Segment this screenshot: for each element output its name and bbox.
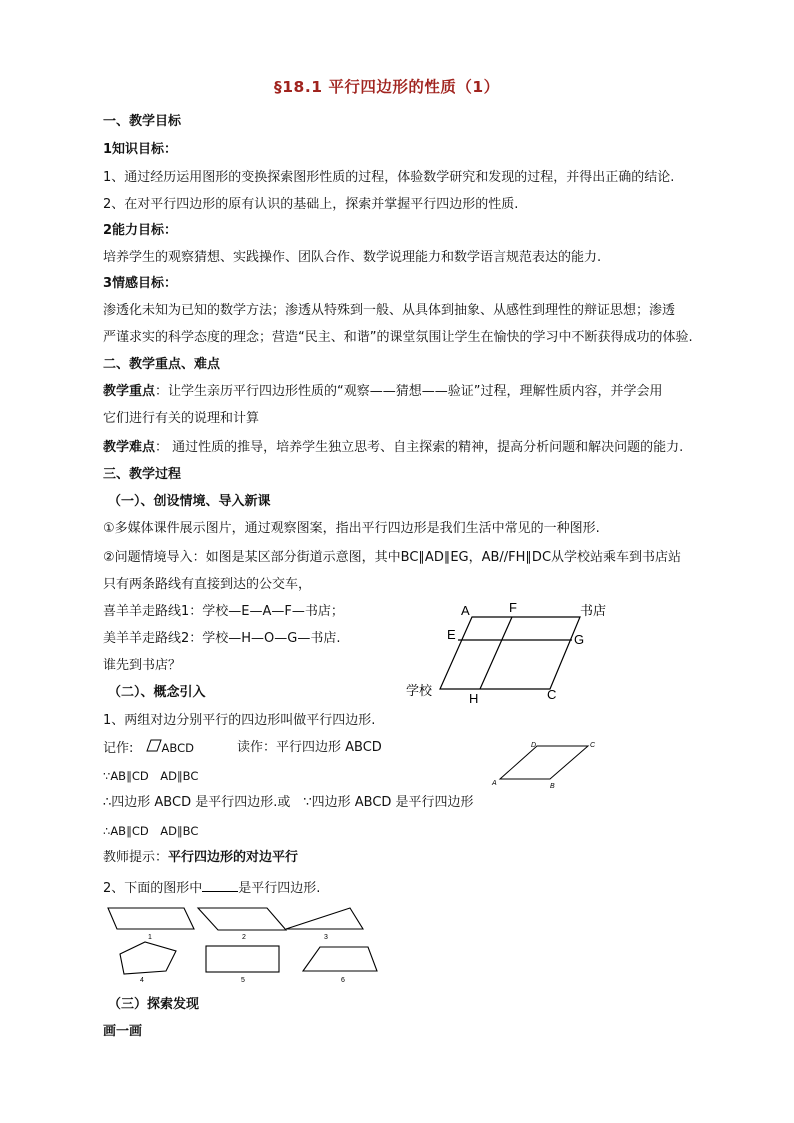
difficulty-label: 教学难点 (103, 440, 156, 455)
route-question: 谁先到书店？ (103, 658, 182, 673)
street-outline (440, 617, 580, 689)
para-label-d: D (531, 742, 537, 749)
map-label-g: G (574, 632, 585, 647)
map-label-a: A (461, 603, 470, 618)
draw-heading: 画一画 (103, 1024, 143, 1039)
shape-5-rectangle (206, 946, 279, 972)
focus-label: 教学重点 (103, 384, 156, 399)
focus-text: ：让学生亲历平行四边形性质的“观察——猜想——验证”过程，理解性质内容，并学会用 (155, 384, 663, 399)
map-label-e: E (447, 627, 456, 642)
shape-6-trapezoid (303, 947, 377, 971)
shape-4-pentagon (120, 942, 176, 974)
focus-line-1 (103, 383, 663, 401)
answer-blank (202, 877, 238, 892)
shape-num-4: 4 (140, 977, 144, 984)
emotion-line-2: 严谨求实的科学态度的理念；营造“民主、和谐”的课堂氛围让学生在愉快的学习中不断获得成功的体验. (103, 330, 693, 345)
therefore-statement-2: ∴AB∥CD AD∥BC (103, 824, 199, 838)
knowledge-item-2: 2、在对平行四边形的原有认识的基础上，探索并掌握平行四边形的性质. (103, 197, 519, 212)
question-2 (103, 877, 320, 898)
route-1: 喜羊羊走路线1：学校—E—A—F—书店； (103, 604, 344, 619)
notation-value: ABCD (161, 741, 194, 755)
difficulty-text: ： 通过性质的推导，培养学生独立思考、自主探索的精神，提高分析问题和解决问题的能力. (155, 440, 684, 455)
part2-heading: （二）、概念引入 (108, 685, 206, 700)
shape-2-parallelogram (198, 908, 286, 930)
part1-item-2-line-1: ②问题情境导入：如图是某区部分街道示意图，其中BC∥AD∥EG，AB//FH∥DC从学校站乘车到书店站 (103, 550, 682, 565)
para-label-c: C (590, 742, 596, 749)
since-statement: ∵AB∥CD AD∥BC (103, 769, 199, 783)
part1-item-1: ①多媒体课件展示图片，通过观察图案，指出平行四边形是我们生活中常见的一种图形. (103, 521, 600, 536)
street-fh (480, 617, 512, 689)
read-as: 读作：平行四边形 ABCD (237, 740, 382, 755)
emotion-heading: 3情感目标： (103, 276, 178, 291)
para-label-b: B (550, 783, 555, 790)
map-label-f: F (509, 600, 517, 615)
ability-text: 培养学生的观察猜想、实践操作、团队合作、数学说理能力和数学语言规范表达的能力. (103, 250, 602, 265)
map-label-c: C (547, 687, 557, 702)
shape-1-trapezoid (108, 908, 194, 929)
emotion-line-1: 渗透化未知为已知的数学方法；渗透从特殊到一般、从具体到抽象、从感性到理性的辩证思想；渗透 (103, 303, 676, 318)
ability-heading: 2能力目标： (103, 223, 178, 238)
page-title: §18.1 平行四边形的性质（1） (274, 78, 500, 96)
part1-heading: （一）、创设情境、导入新课 (108, 494, 271, 509)
map-label-school: 学校 (406, 684, 433, 699)
focus-line-2: 它们进行有关的说理和计算 (103, 411, 260, 426)
shape-3-triangle (286, 908, 363, 929)
shape-num-1: 1 (148, 934, 152, 941)
hint-text: 平行四边形的对边平行 (168, 850, 299, 865)
shape-num-5: 5 (241, 977, 245, 984)
knowledge-heading: 1知识目标： (103, 142, 178, 157)
question-2-start: 2、下面的图形中 (103, 881, 203, 896)
definition: 1、两组对边分别平行的四边形叫做平行四边形. (103, 713, 376, 728)
shapes-figure (100, 898, 390, 988)
question-2-end: 是平行四边形. (238, 881, 321, 896)
street-map-figure (400, 595, 630, 710)
route-2: 美羊羊走路线2：学校—H—O—G—书店. (103, 631, 341, 646)
hint-label: 教师提示： (103, 850, 169, 865)
section-heading-process: 三、教学过程 (103, 467, 182, 482)
shape-num-2: 2 (242, 934, 246, 941)
part3-heading: （三）探索发现 (108, 997, 200, 1012)
map-label-shop: 书店 (580, 604, 607, 619)
section-heading-objectives: 一、教学目标 (103, 114, 182, 129)
notation-label: 记作: (103, 741, 134, 756)
therefore-statement-1: ∴四边形 ABCD 是平行四边形.或 ∵四边形 ABCD 是平行四边形 (103, 795, 474, 810)
knowledge-item-1: 1、通过经历运用图形的变换探索图形性质的过程，体验数学研究和发现的过程，并得出正确的结论. (103, 170, 675, 185)
part1-item-2-line-2: 只有两条路线有直接到达的公交车， (103, 577, 312, 592)
map-label-h: H (469, 691, 479, 706)
parallelogram-symbol-icon (146, 739, 162, 758)
notation-line (103, 739, 194, 758)
parallelogram-abcd-figure (490, 738, 602, 794)
teacher-hint (103, 849, 298, 867)
shape-num-6: 6 (341, 977, 345, 984)
section-heading-focus: 二、教学重点、难点 (103, 357, 221, 372)
difficulty-line (103, 439, 683, 457)
shape-num-3: 3 (324, 934, 328, 941)
para-label-a: A (492, 780, 497, 787)
